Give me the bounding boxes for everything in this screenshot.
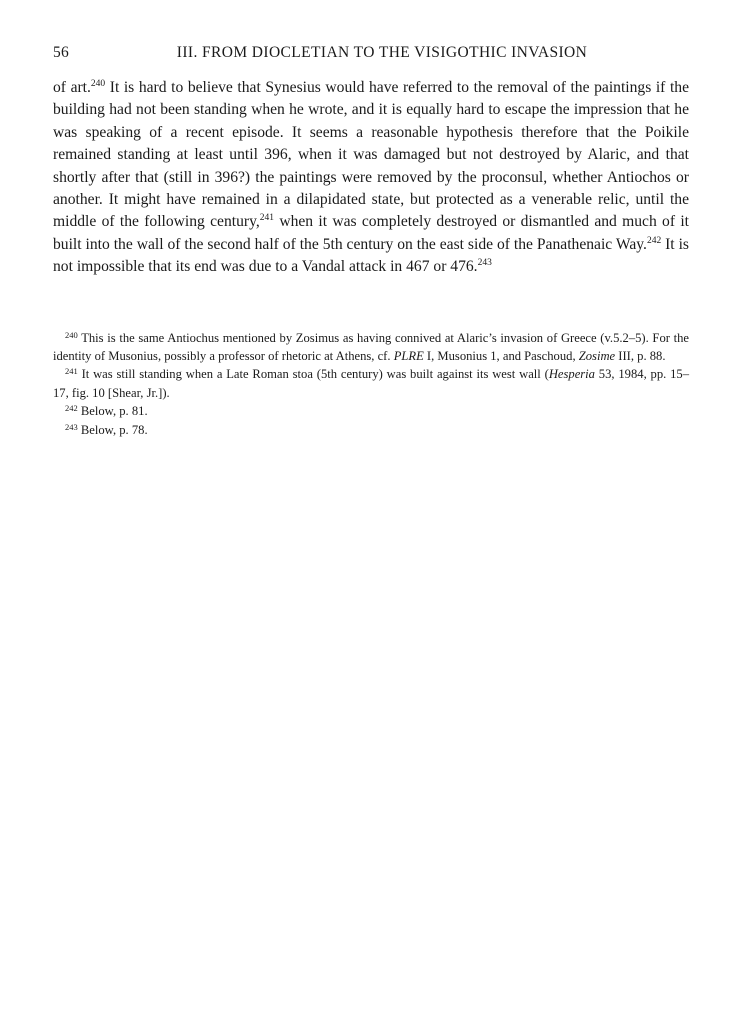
footnote-text: It was still standing when a Late Roman stoa (5th century) was built against its west wall (: [77, 367, 549, 382]
footnote-241: [53, 365, 689, 402]
body-text-segment: It is hard to believe that Synesius would have referred to the removal of the paintings if the building had not been standing when he wrote, and it is equally hard to escape the impression that he was speaking of a recent episode. It seems a reasonable hypothesis therefore that the Poikile remained standing at least until 396, when it was damaged but not destroyed by Alaric, and that shortly after that (still in 396?) the paintings were removed by the proconsul, whether Antiochos or another. It might have remained in a dilapidated state, but protected as a venerable relic, until the middle of the following century,: [53, 79, 690, 231]
footnote-240: [53, 329, 689, 366]
body-text-segment: of art.: [53, 79, 91, 96]
footnote-italic: Zosime: [578, 349, 616, 364]
footnote-ref-243[interactable]: 243: [477, 258, 492, 269]
footnote-ref-240[interactable]: 240: [90, 79, 106, 89]
footnote-ref-242[interactable]: 242: [646, 235, 662, 246]
footnote-number: 241: [65, 366, 78, 377]
footnote-ref-241[interactable]: 241: [259, 213, 275, 224]
footnotes: [53, 329, 689, 439]
footnote-number: 242: [65, 403, 78, 414]
footnote-242: [53, 402, 689, 420]
footnote-text: 53, 1984, pp. 15–17, fig. 10 [Shear, Jr.]).: [53, 367, 689, 400]
footnote-243: [53, 421, 689, 439]
page-number: 56: [53, 44, 69, 61]
footnote-number: 240: [65, 329, 78, 340]
footnote-text: Below, p. 81.: [77, 404, 148, 419]
footnote-text: III, p. 88.: [615, 349, 666, 364]
footnote-italic: Hesperia: [548, 367, 595, 382]
footnote-number: 243: [65, 421, 78, 432]
chapter-title: III. FROM DIOCLETIAN TO THE VISIGOTHIC INVASION: [176, 44, 588, 61]
page: [53, 44, 689, 439]
footnote-italic: PLRE: [393, 349, 424, 364]
body-text-segment: It is not impossible that its end was due to a Vandal attack in 467 or 476.: [53, 235, 689, 276]
footnote-text: I, Musonius 1, and Paschoud,: [423, 349, 579, 364]
body-paragraph: [53, 77, 689, 279]
footnote-text: This is the same Antiochus mentioned by Zosimus as having connived at Alaric’s invasion of Greece (v.5.2–5). For the identity of Musonius, possibly a professor of rhetoric at Athens, cf.: [53, 330, 689, 364]
running-head: [53, 44, 689, 66]
footnote-text: Below, p. 78.: [77, 422, 148, 437]
body-text-segment: when it was completely destroyed or dismantled and much of it built into the wall of the second half of the 5th century on the east side of the Panathenaic Way.: [53, 213, 689, 253]
